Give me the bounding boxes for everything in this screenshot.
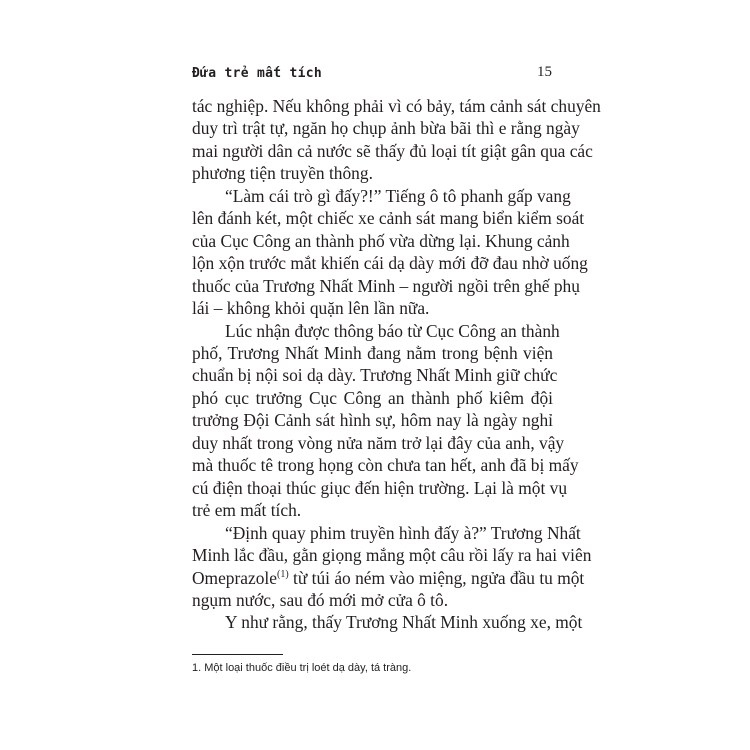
text-line: trẻ em mất tích. (192, 500, 302, 521)
text-line: thuốc của Trương Nhất Minh – người ngồi trên ghế phụ (192, 275, 580, 296)
text-line: phó cục trưởng Cục Công an thành phố kiêm đội (192, 387, 553, 408)
text-line: ngụm nước, sau đó mới mở cửa ô tô. (192, 589, 449, 610)
text-line: lái – không khỏi quặn lên lần nữa. (192, 298, 430, 319)
text-line: mai người dân cả nước sẽ thấy đủ loại tít giật gân qua các (192, 140, 593, 161)
footnote-divider (192, 654, 283, 655)
text-line: cú điện thoại thúc giục đến hiện trường. Lại là một vụ (192, 477, 568, 498)
text-line: “Định quay phim truyền hình đấy à?” Trương Nhất (225, 522, 581, 543)
text-line: phố, Trương Nhất Minh đang nằm trong bệnh viện (192, 342, 553, 363)
text-line: Y như rằng, thấy Trương Nhất Minh xuống xe, một (225, 612, 583, 633)
footnote-marker: (1) (276, 568, 289, 580)
text-line: mà thuốc tê trong họng còn chưa tan hết, anh đã bị mấy (192, 455, 579, 476)
running-header-title: Đứa trẻ mất tích (192, 66, 323, 81)
body-text (192, 95, 601, 634)
omeprazole-word: Omeprazole (192, 567, 277, 588)
text-line: của Cục Công an thành phố vừa dừng lại. Khung cảnh (192, 230, 570, 251)
text-line: lộn xộn trước mắt khiến cái dạ dày mới đỡ đau nhờ uống (192, 253, 588, 274)
text-line-with-footnote (192, 567, 585, 589)
text-line: duy nhất trong vòng nửa năm trở lại đây của anh, vậy (192, 432, 565, 453)
text-line: “Làm cái trò gì đấy?!” Tiếng ô tô phanh gấp vang (225, 185, 571, 206)
text-line: Minh lắc đầu, gằn giọng mắng một câu rồi lấy ra hai viên (192, 545, 592, 566)
text-line: trưởng Đội Cảnh sát hình sự, hôm nay là ngày nghỉ (192, 410, 553, 431)
text-line: phương tiện truyền thông. (192, 163, 373, 184)
text-line: lên đánh két, một chiếc xe cảnh sát mang biển kiểm soát (192, 208, 585, 229)
text-line: Lúc nhận được thông báo từ Cục Công an thành (225, 320, 560, 341)
text-fragment: từ túi áo ném vào miệng, ngửa đầu tu một (293, 567, 585, 588)
text-line: duy trì trật tự, ngăn họ chụp ảnh bừa bãi thì e rằng ngày (192, 118, 580, 139)
page-number: 15 (537, 64, 552, 80)
text-line: tác nghiệp. Nếu không phải vì có bảy, tám cảnh sát chuyên (192, 96, 601, 116)
footnote: 1. Một loại thuốc điều trị loét dạ dày, tá tràng. (192, 662, 412, 674)
text-line: chuẩn bị nội soi dạ dày. Trương Nhất Minh giữ chức (192, 365, 558, 386)
